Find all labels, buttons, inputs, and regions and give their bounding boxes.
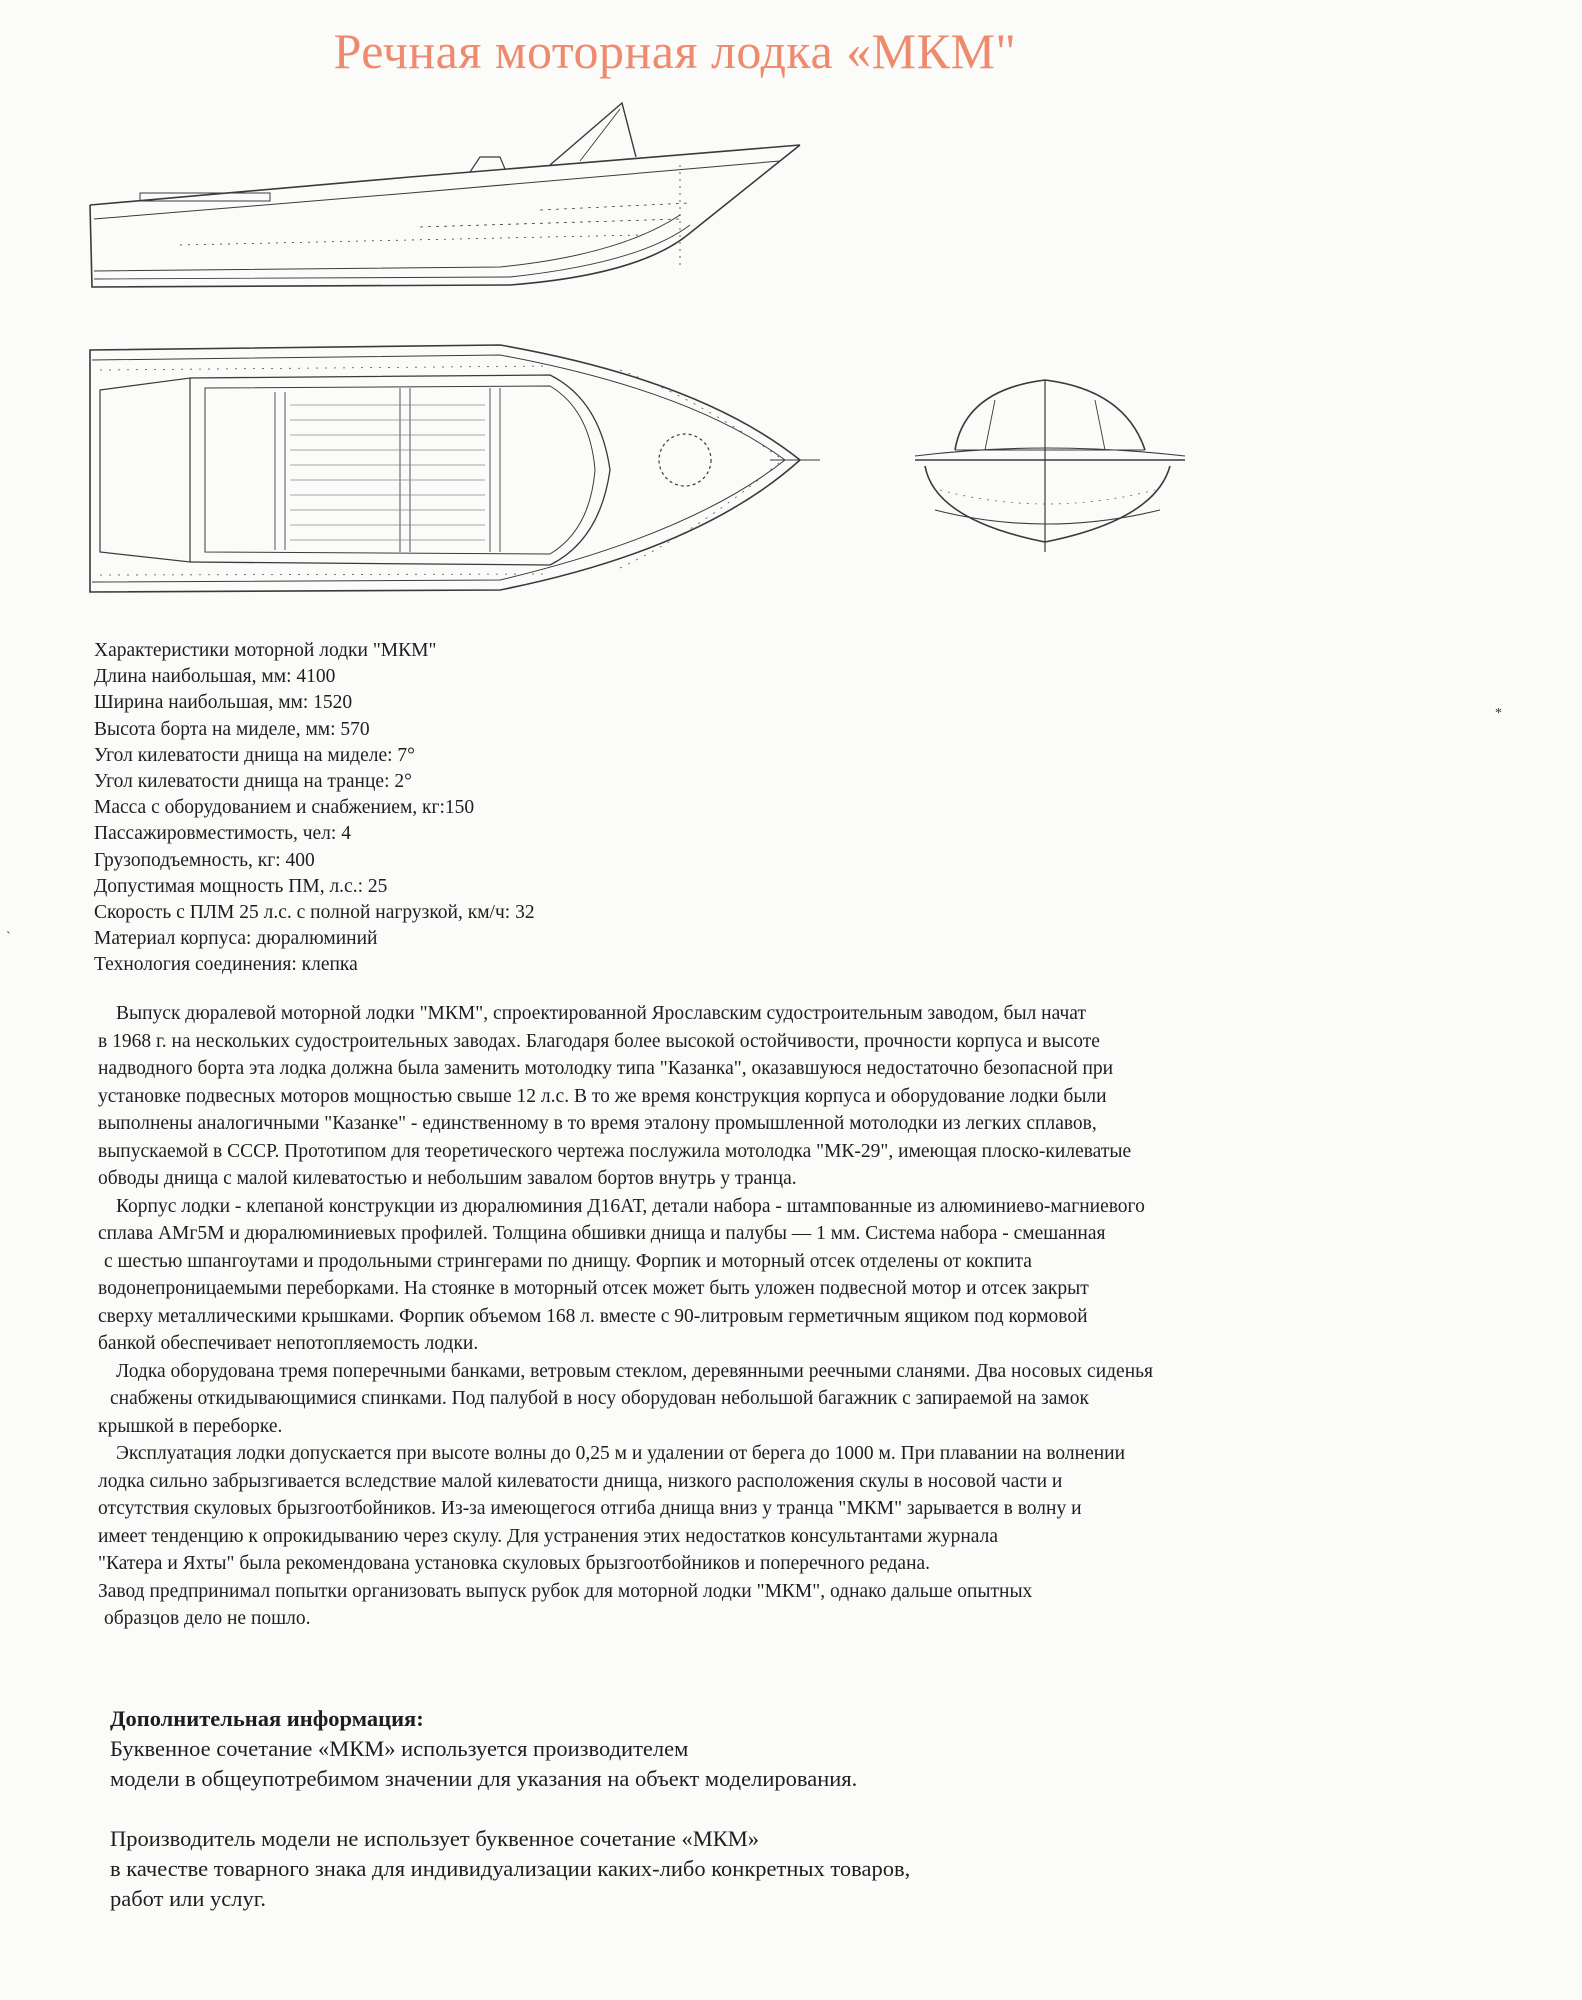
additional-info-block: [110, 1704, 910, 1914]
additional-info-line: Производитель модели не использует буквенное сочетание «МКМ»: [110, 1826, 760, 1851]
additional-info-line: модели в общеупотребимом значении для указания на объект моделирования.: [110, 1766, 858, 1791]
top-view-drawing: [80, 330, 820, 610]
stray-mark: `: [6, 930, 11, 945]
spec-line: Грузоподъемность, кг: 400: [94, 849, 315, 871]
spec-line: Ширина наибольшая, мм: 1520: [94, 692, 353, 714]
spec-line: Угол килеватости днища на транце: 2°: [94, 771, 412, 793]
description-line: Завод предпринимал попытки организовать выпуск рубок для моторной лодки "МКМ", однако дальше опытных: [98, 1580, 1033, 1602]
description-line: имеет тенденцию к опрокидыванию через скулу. Для устранения этих недостатков консультантами журнала: [98, 1525, 998, 1547]
spec-line: Допустимая мощность ПМ, л.с.: 25: [94, 875, 388, 897]
spec-line: Угол килеватости днища на миделе: 7°: [94, 744, 415, 766]
spec-line: Высота борта на миделе, мм: 570: [94, 718, 370, 740]
spec-line: Технология соединения: клепка: [94, 954, 358, 976]
page-title: Речная моторная лодка «МКМ": [333, 23, 1017, 79]
specs-heading: Характеристики моторной лодки "МКМ": [94, 640, 437, 661]
description-block: [98, 1000, 1398, 1633]
stray-mark: *: [1495, 706, 1502, 721]
description-line: водонепроницаемыми переборками. На стоянке в моторный отсек может быть уложен подвесной мотор и отсек закрыт: [98, 1278, 1089, 1299]
description-line: выпускаемой в СССР. Прототипом для теоретического чертежа послужила мотолодка "МК-29", имеющая плоско-килеватые: [98, 1140, 1132, 1162]
description-line: банкой обеспечивает непотопляемость лодки.: [98, 1333, 479, 1354]
description-line: выполнены аналогичными "Казанке" - единственному в то время эталону промышленной мотолодки из легких сплавов,: [98, 1113, 1097, 1134]
description-line: с шестью шпангоутами и продольными стрингерами по днищу. Форпик и моторный отсек отделены от кокпита: [104, 1250, 1032, 1272]
additional-info-line: Буквенное сочетание «МКМ» используется производителем: [110, 1736, 689, 1761]
description-line: крышкой в переборке.: [98, 1415, 283, 1437]
front-view-drawing: [895, 370, 1205, 570]
description-line: лодка сильно забрызгивается вследствие малой килеватости днища, низкого расположения скулы в носовой части и: [98, 1470, 1063, 1492]
spec-line: Пассажировместимость, чел: 4: [94, 823, 351, 845]
specs-block: [94, 638, 535, 979]
spec-line: Масса с оборудованием и снабжением, кг:150: [94, 797, 475, 819]
additional-info-line: работ или услуг.: [110, 1886, 267, 1911]
spec-line: Длина наибольшая, мм: 4100: [94, 666, 336, 688]
description-line: Лодка оборудована тремя поперечными банками, ветровым стеклом, деревянными реечными сланями. Два носовых сиденья: [116, 1360, 1154, 1382]
spec-line: Скорость с ПЛМ 25 л.с. с полной нагрузкой, км/ч: 32: [94, 902, 535, 924]
description-line: сверху металлическими крышками. Форпик объемом 168 л. вместе с 90-литровым герметичным ящиком под кормовой: [98, 1305, 1088, 1327]
description-line: отсутствия скуловых брызгоотбойников. Из-за имеющегося отгиба днища вниз у транца "МКМ" зарывается в волну и: [98, 1498, 1082, 1519]
description-line: обводы днища с малой килеватостью и небольшим завалом бортов внутрь у транца.: [98, 1168, 797, 1189]
description-line: Эксплуатация лодки допускается при высоте волны до 0,25 м и удалении от берега до 1000 м. При плавании на волнении: [116, 1443, 1126, 1464]
description-line: "Катера и Яхты" была рекомендована установка скуловых брызгоотбойников и поперечного редана.: [98, 1553, 931, 1574]
spec-line: Материал корпуса: дюралюминий: [94, 928, 378, 950]
description-line: Корпус лодки - клепаной конструкции из дюралюминия Д16АТ, детали набора - штампованные из алюминиево-магниевого: [116, 1195, 1145, 1217]
description-line: образцов дело не пошло.: [104, 1608, 311, 1629]
description-line: установке подвесных моторов мощностью свыше 12 л.с. В то же время конструкция корпуса и оборудование лодки были: [98, 1085, 1107, 1107]
additional-info-heading: Дополнительная информация:: [110, 1706, 424, 1731]
side-view-drawing: [80, 95, 820, 310]
description-line: надводного борта эта лодка должна была заменить мотолодку типа "Казанка", оказавшуюся недостаточно безопасной при: [98, 1058, 1114, 1079]
description-line: сплава АМг5М и дюралюминиевых профилей. Толщина обшивки днища и палубы — 1 мм. Система набора - смешанная: [98, 1223, 1106, 1244]
additional-info-line: в качестве товарного знака для индивидуализации каких-либо конкретных товаров,: [110, 1856, 911, 1881]
description-line: снабжены откидывающимися спинками. Под палубой в носу оборудован небольшой багажник с запираемой на замок: [110, 1388, 1089, 1409]
description-line: Выпуск дюралевой моторной лодки "МКМ", спроектированной Ярославским судостроительным заводом, был начат: [116, 1003, 1086, 1024]
description-line: в 1968 г. на нескольких судостроительных заводах. Благодаря более высокой остойчивости, прочности корпуса и высоте: [98, 1030, 1100, 1052]
